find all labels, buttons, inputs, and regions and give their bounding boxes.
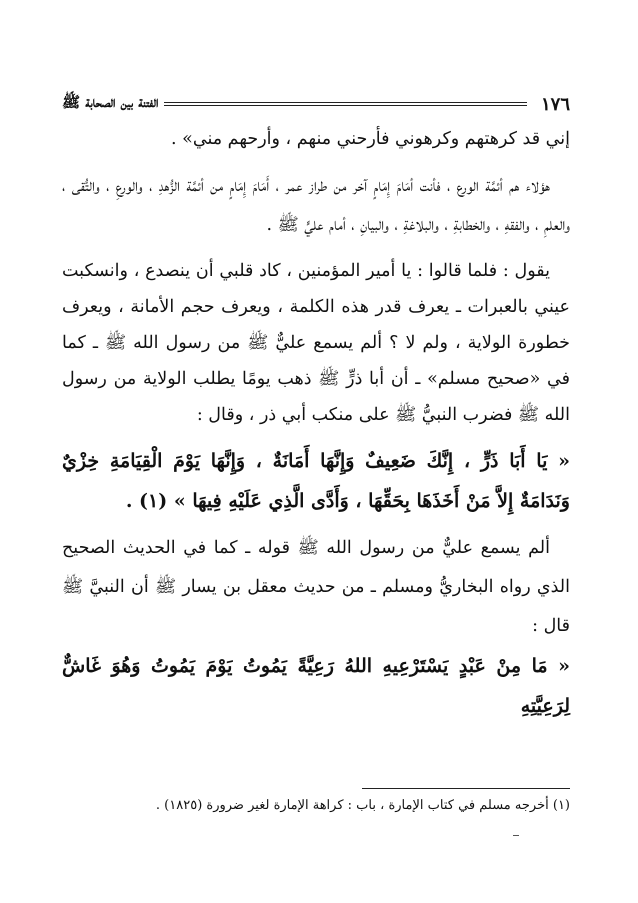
- paragraph-narration: يقول : فلما قالوا : يا أمير المؤمنين ، كاد قلبي أن ينصدع ، وانسكبت عيني بالعبرات ـ يعرف قدر هذه الكلمة ، ويعرف حجم الأمانة ، ويعرف خطورة الولاية ، ولم لا ؟ ألم يسمع عليٌّ ﷺ من رسول الله ﷺ ـ كما في «صحيح مسلم» ـ أن أبا ذرٍّ ﷺ ذهب يومًا يطلب الولاية من رسول الله ﷺ فضرب النبيُّ ﷺ على منكب أبي ذر ، وقال :: [62, 261, 570, 425]
- paragraph-imams: هؤلاء هم أئمَّة الورع ، فأنت أمَامَ إِمَامٍ آخر من طراز عمر ، أَمَامَ إِمَامٍ من أئمَّة الزُّهدِ ، والورعِ ، والتُّقى ، والعلمِ ، والفقهِ ، والخطابةِ ، والبلاغةِ ، والبيانِ ، أمام عليٍّ ﷺ .: [62, 176, 570, 235]
- hadith-raiyya: « مَا مِنْ عَبْدٍ يَسْتَرْعِيهِ اللهُ رَعِيَّةً يَمُوتُ يَوْمَ يَمُوتُ وَهُوَ غَاشٌّ لِرَعِيَّتِهِ: [62, 655, 570, 717]
- hadith-abu-dharr: « يَا أَبَا ذَرٍّ ، إِنَّكَ ضَعِيفٌ وَإِنَّهَا أَمَانَةٌ ، وَإِنَّهَا يَوْمَ الْقِيَامَةِ خِزْيٌ وَنَدَامَةٌ إِلاَّ مَنْ أَخَذَهَا بِحَقِّهَا ، وَأَدَّى الَّذِي عَلَيْهِ فِيهَا » (١) .: [62, 450, 570, 512]
- page-body: [62, 120, 570, 726]
- page-header: [62, 90, 570, 118]
- footnote-divider: [362, 788, 570, 789]
- paragraph-continuation: إني قد كرهتهم وكرهوني فأرحني منهم ، وأرحهم مني» .: [171, 129, 570, 149]
- footnote: (١) أخرجه مسلم في كتاب الإمارة ، باب : كراهة الإمارة لغير ضرورة (١٨٢٥) .: [155, 798, 570, 813]
- page-mark: [513, 835, 519, 836]
- page-number: ١٧٦: [540, 93, 570, 115]
- running-title: الفتنة بين الصحابة ﷺ: [62, 93, 159, 111]
- paragraph-maqil: ألم يسمع عليٌّ من رسول الله ﷺ قوله ـ كما في الحديث الصحيح الذي رواه البخاريُّ ومسلم ـ من حديث معقل بن يسار ﷺ أن النبيَّ ﷺ قال :: [62, 538, 570, 636]
- header-rule: [164, 102, 527, 106]
